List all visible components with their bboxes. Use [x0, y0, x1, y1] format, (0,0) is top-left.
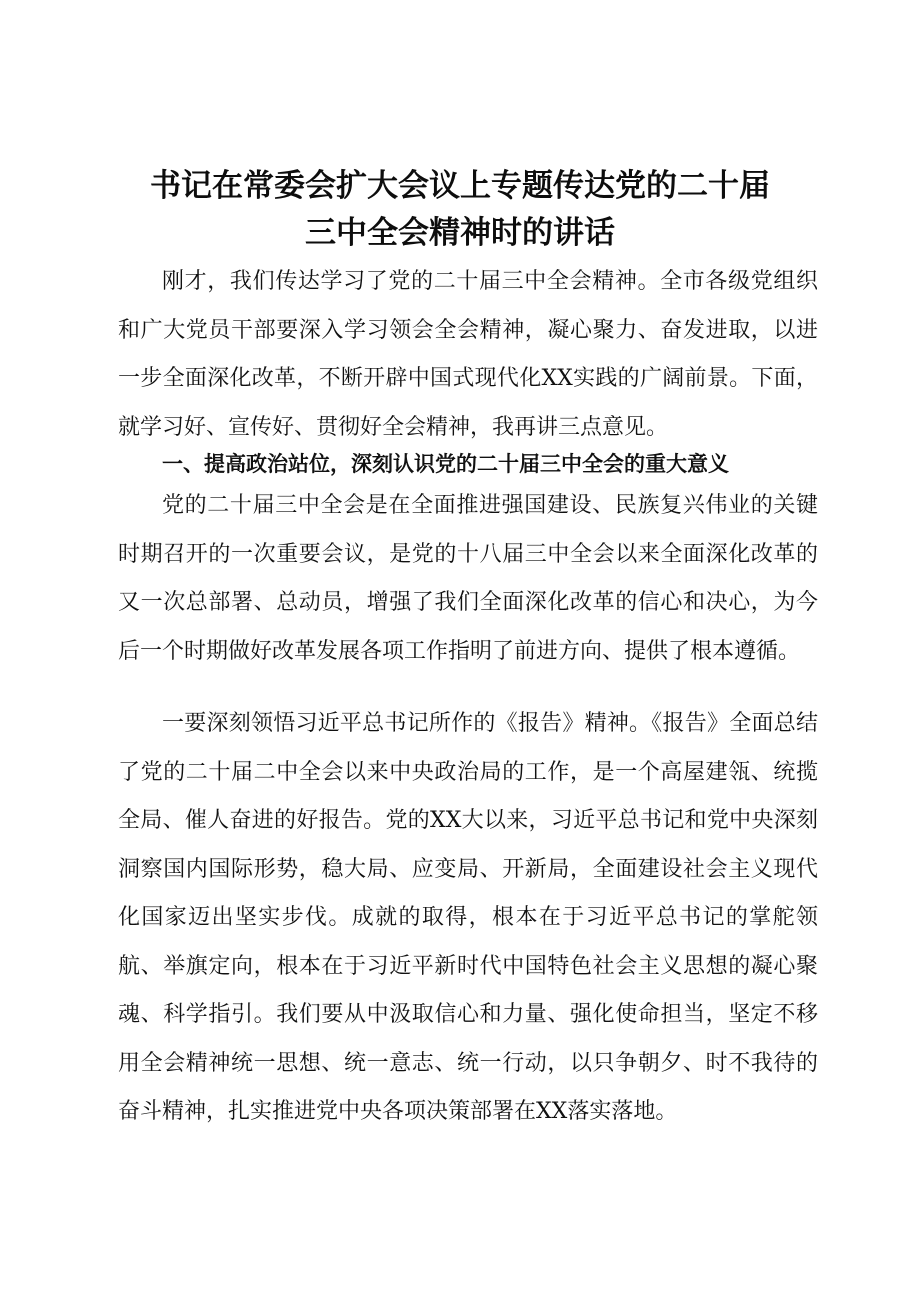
section-heading-one: 一、提高政治站位，深刻认识党的二十届三中全会的重大意义	[162, 452, 729, 476]
document-title-line-2: 三中全会精神时的讲话	[305, 215, 615, 251]
document-title-line-1: 书记在常委会扩大会议上专题传达党的二十届	[150, 168, 770, 204]
intro-paragraph: 刚才，我们传达学习了党的二十届三中全会精神。全市各级党组织和广大党员干部要深入学习领会全会精神，凝心聚力、奋发进取，以进一步全面深化改革，不断开辟中国式现代化XX实践的广阔前景。下面，就学习好、宣传好、贯彻好全会精神，我再讲三点意见。	[118, 269, 818, 440]
significance-paragraph: 党的二十届三中全会是在全面推进强国建设、民族复兴伟业的关键时期召开的一次重要会议，是党的十八届三中全会以来全面深化改革的又一次总部署、总动员，增强了我们全面深化改革的信心和决心，为今后一个时期做好改革发展各项工作指明了前进方向、提供了根本遵循。	[118, 493, 818, 664]
report-paragraph: 一要深刻领悟习近平总书记所作的《报告》精神。《报告》全面总结了党的二十届二中全会以来中央政治局的工作，是一个高屋建瓴、统揽全局、催人奋进的好报告。党的XX大以来，习近平总书记和党中央深刻洞察国内国际形势，稳大局、应变局、开新局，全面建设社会主义现代化国家迈出坚实步伐。成就的取得，根本在于习近平总书记的掌舵领航、举旗定向，根本在于习近平新时代中国特色社会主义思想的凝心聚魂、科学指引。我们要从中汲取信心和力量、强化使命担当，坚定不移用全会精神统一思想、统一意志、统一行动，以只争朝夕、时不我待的奋斗精神，扎实推进党中央各项决策部署在XX落实落地。	[118, 711, 818, 1124]
